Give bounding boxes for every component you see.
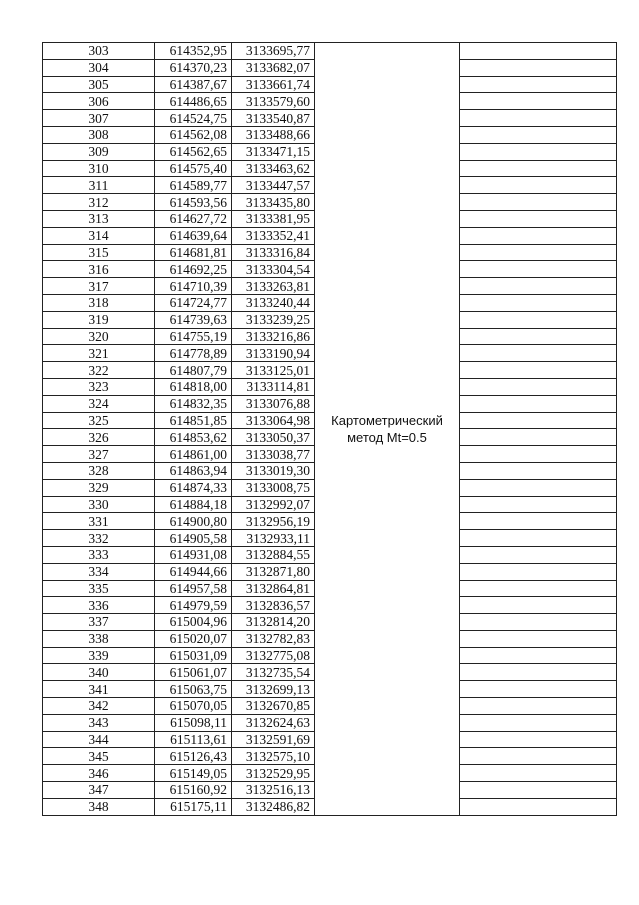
y-coordinate-cell: 3133190,94 <box>232 345 315 362</box>
x-coordinate-cell: 614818,00 <box>155 378 232 395</box>
y-coordinate-cell: 3133316,84 <box>232 244 315 261</box>
y-coordinate-cell: 3132624,63 <box>232 714 315 731</box>
point-number-cell: 331 <box>43 513 155 530</box>
point-number-cell: 321 <box>43 345 155 362</box>
point-number-cell: 310 <box>43 160 155 177</box>
point-number-cell: 308 <box>43 126 155 143</box>
point-number-cell: 317 <box>43 278 155 295</box>
x-coordinate-cell: 615175,11 <box>155 798 232 815</box>
empty-cell <box>460 731 617 748</box>
empty-cell <box>460 294 617 311</box>
y-coordinate-cell: 3133435,80 <box>232 194 315 211</box>
x-coordinate-cell: 614370,23 <box>155 59 232 76</box>
point-number-cell: 338 <box>43 630 155 647</box>
x-coordinate-cell: 614593,56 <box>155 194 232 211</box>
point-number-cell: 313 <box>43 210 155 227</box>
x-coordinate-cell: 614853,62 <box>155 429 232 446</box>
point-number-cell: 348 <box>43 798 155 815</box>
y-coordinate-cell: 3133240,44 <box>232 294 315 311</box>
empty-cell <box>460 43 617 60</box>
y-coordinate-cell: 3132486,82 <box>232 798 315 815</box>
x-coordinate-cell: 614778,89 <box>155 345 232 362</box>
empty-cell <box>460 261 617 278</box>
x-coordinate-cell: 614562,65 <box>155 143 232 160</box>
empty-cell <box>460 177 617 194</box>
method-note-cell: Картометрический метод Mt=0.5 <box>315 43 460 816</box>
y-coordinate-cell: 3132775,08 <box>232 647 315 664</box>
empty-cell <box>460 765 617 782</box>
point-number-cell: 315 <box>43 244 155 261</box>
x-coordinate-cell: 614931,08 <box>155 546 232 563</box>
point-number-cell: 344 <box>43 731 155 748</box>
point-number-cell: 312 <box>43 194 155 211</box>
y-coordinate-cell: 3133304,54 <box>232 261 315 278</box>
point-number-cell: 319 <box>43 311 155 328</box>
empty-cell <box>460 210 617 227</box>
point-number-cell: 327 <box>43 446 155 463</box>
point-number-cell: 342 <box>43 698 155 715</box>
x-coordinate-cell: 614807,79 <box>155 362 232 379</box>
point-number-cell: 341 <box>43 681 155 698</box>
y-coordinate-cell: 3133076,88 <box>232 395 315 412</box>
empty-cell <box>460 714 617 731</box>
y-coordinate-cell: 3133038,77 <box>232 446 315 463</box>
y-coordinate-cell: 3133019,30 <box>232 462 315 479</box>
point-number-cell: 316 <box>43 261 155 278</box>
point-number-cell: 332 <box>43 530 155 547</box>
y-coordinate-cell: 3133008,75 <box>232 479 315 496</box>
empty-cell <box>460 328 617 345</box>
y-coordinate-cell: 3133695,77 <box>232 43 315 60</box>
empty-cell <box>460 580 617 597</box>
x-coordinate-cell: 614900,80 <box>155 513 232 530</box>
point-number-cell: 337 <box>43 614 155 631</box>
x-coordinate-cell: 614874,33 <box>155 479 232 496</box>
y-coordinate-cell: 3133447,57 <box>232 177 315 194</box>
empty-cell <box>460 597 617 614</box>
empty-cell <box>460 664 617 681</box>
y-coordinate-cell: 3133114,81 <box>232 378 315 395</box>
y-coordinate-cell: 3133488,66 <box>232 126 315 143</box>
point-number-cell: 307 <box>43 110 155 127</box>
y-coordinate-cell: 3133216,86 <box>232 328 315 345</box>
x-coordinate-cell: 614755,19 <box>155 328 232 345</box>
point-number-cell: 334 <box>43 563 155 580</box>
y-coordinate-cell: 3132670,85 <box>232 698 315 715</box>
y-coordinate-cell: 3132516,13 <box>232 782 315 799</box>
y-coordinate-cell: 3133463,62 <box>232 160 315 177</box>
empty-cell <box>460 782 617 799</box>
empty-cell <box>460 630 617 647</box>
empty-cell <box>460 530 617 547</box>
x-coordinate-cell: 614589,77 <box>155 177 232 194</box>
empty-cell <box>460 378 617 395</box>
x-coordinate-cell: 614979,59 <box>155 597 232 614</box>
empty-cell <box>460 59 617 76</box>
y-coordinate-cell: 3133125,01 <box>232 362 315 379</box>
point-number-cell: 320 <box>43 328 155 345</box>
x-coordinate-cell: 614486,65 <box>155 93 232 110</box>
y-coordinate-cell: 3133050,37 <box>232 429 315 446</box>
y-coordinate-cell: 3132575,10 <box>232 748 315 765</box>
y-coordinate-cell: 3133064,98 <box>232 412 315 429</box>
empty-cell <box>460 513 617 530</box>
point-number-cell: 325 <box>43 412 155 429</box>
x-coordinate-cell: 614739,63 <box>155 311 232 328</box>
point-number-cell: 328 <box>43 462 155 479</box>
empty-cell <box>460 93 617 110</box>
point-number-cell: 306 <box>43 93 155 110</box>
empty-cell <box>460 126 617 143</box>
x-coordinate-cell: 614724,77 <box>155 294 232 311</box>
empty-cell <box>460 160 617 177</box>
coordinates-table-body <box>43 43 617 816</box>
x-coordinate-cell: 615098,11 <box>155 714 232 731</box>
empty-cell <box>460 244 617 261</box>
x-coordinate-cell: 614692,25 <box>155 261 232 278</box>
empty-cell <box>460 194 617 211</box>
empty-cell <box>460 110 617 127</box>
empty-cell <box>460 546 617 563</box>
y-coordinate-cell: 3132992,07 <box>232 496 315 513</box>
y-coordinate-cell: 3133352,41 <box>232 227 315 244</box>
y-coordinate-cell: 3133661,74 <box>232 76 315 93</box>
x-coordinate-cell: 615061,07 <box>155 664 232 681</box>
y-coordinate-cell: 3132864,81 <box>232 580 315 597</box>
empty-cell <box>460 748 617 765</box>
empty-cell <box>460 412 617 429</box>
x-coordinate-cell: 615031,09 <box>155 647 232 664</box>
point-number-cell: 318 <box>43 294 155 311</box>
y-coordinate-cell: 3133263,81 <box>232 278 315 295</box>
table-row <box>43 43 617 60</box>
point-number-cell: 345 <box>43 748 155 765</box>
point-number-cell: 305 <box>43 76 155 93</box>
x-coordinate-cell: 614575,40 <box>155 160 232 177</box>
empty-cell <box>460 311 617 328</box>
x-coordinate-cell: 614627,72 <box>155 210 232 227</box>
y-coordinate-cell: 3132529,95 <box>232 765 315 782</box>
empty-cell <box>460 143 617 160</box>
x-coordinate-cell: 614944,66 <box>155 563 232 580</box>
point-number-cell: 326 <box>43 429 155 446</box>
x-coordinate-cell: 614387,67 <box>155 76 232 93</box>
empty-cell <box>460 227 617 244</box>
x-coordinate-cell: 615149,05 <box>155 765 232 782</box>
point-number-cell: 309 <box>43 143 155 160</box>
point-number-cell: 303 <box>43 43 155 60</box>
empty-cell <box>460 278 617 295</box>
x-coordinate-cell: 615063,75 <box>155 681 232 698</box>
y-coordinate-cell: 3132814,20 <box>232 614 315 631</box>
empty-cell <box>460 681 617 698</box>
y-coordinate-cell: 3132699,13 <box>232 681 315 698</box>
y-coordinate-cell: 3133239,25 <box>232 311 315 328</box>
x-coordinate-cell: 614861,00 <box>155 446 232 463</box>
y-coordinate-cell: 3132735,54 <box>232 664 315 681</box>
y-coordinate-cell: 3133471,15 <box>232 143 315 160</box>
x-coordinate-cell: 615020,07 <box>155 630 232 647</box>
point-number-cell: 343 <box>43 714 155 731</box>
point-number-cell: 346 <box>43 765 155 782</box>
empty-cell <box>460 446 617 463</box>
empty-cell <box>460 395 617 412</box>
empty-cell <box>460 647 617 664</box>
y-coordinate-cell: 3132933,11 <box>232 530 315 547</box>
x-coordinate-cell: 615070,05 <box>155 698 232 715</box>
point-number-cell: 322 <box>43 362 155 379</box>
x-coordinate-cell: 614352,95 <box>155 43 232 60</box>
x-coordinate-cell: 614639,64 <box>155 227 232 244</box>
coordinates-table <box>42 42 617 816</box>
y-coordinate-cell: 3133540,87 <box>232 110 315 127</box>
y-coordinate-cell: 3132782,83 <box>232 630 315 647</box>
x-coordinate-cell: 614562,08 <box>155 126 232 143</box>
empty-cell <box>460 345 617 362</box>
x-coordinate-cell: 614863,94 <box>155 462 232 479</box>
point-number-cell: 330 <box>43 496 155 513</box>
point-number-cell: 323 <box>43 378 155 395</box>
x-coordinate-cell: 614681,81 <box>155 244 232 261</box>
empty-cell <box>460 362 617 379</box>
empty-cell <box>460 798 617 815</box>
x-coordinate-cell: 614832,35 <box>155 395 232 412</box>
y-coordinate-cell: 3132836,57 <box>232 597 315 614</box>
x-coordinate-cell: 614957,58 <box>155 580 232 597</box>
point-number-cell: 311 <box>43 177 155 194</box>
point-number-cell: 314 <box>43 227 155 244</box>
empty-cell <box>460 563 617 580</box>
y-coordinate-cell: 3133381,95 <box>232 210 315 227</box>
point-number-cell: 347 <box>43 782 155 799</box>
empty-cell <box>460 76 617 93</box>
empty-cell <box>460 462 617 479</box>
point-number-cell: 333 <box>43 546 155 563</box>
point-number-cell: 340 <box>43 664 155 681</box>
x-coordinate-cell: 614905,58 <box>155 530 232 547</box>
y-coordinate-cell: 3132884,55 <box>232 546 315 563</box>
y-coordinate-cell: 3132956,19 <box>232 513 315 530</box>
y-coordinate-cell: 3132591,69 <box>232 731 315 748</box>
empty-cell <box>460 496 617 513</box>
x-coordinate-cell: 614710,39 <box>155 278 232 295</box>
point-number-cell: 324 <box>43 395 155 412</box>
empty-cell <box>460 479 617 496</box>
y-coordinate-cell: 3132871,80 <box>232 563 315 580</box>
x-coordinate-cell: 615126,43 <box>155 748 232 765</box>
point-number-cell: 335 <box>43 580 155 597</box>
x-coordinate-cell: 615004,96 <box>155 614 232 631</box>
empty-cell <box>460 698 617 715</box>
x-coordinate-cell: 614851,85 <box>155 412 232 429</box>
empty-cell <box>460 614 617 631</box>
point-number-cell: 304 <box>43 59 155 76</box>
y-coordinate-cell: 3133579,60 <box>232 93 315 110</box>
x-coordinate-cell: 615113,61 <box>155 731 232 748</box>
x-coordinate-cell: 614884,18 <box>155 496 232 513</box>
x-coordinate-cell: 614524,75 <box>155 110 232 127</box>
point-number-cell: 336 <box>43 597 155 614</box>
y-coordinate-cell: 3133682,07 <box>232 59 315 76</box>
x-coordinate-cell: 615160,92 <box>155 782 232 799</box>
point-number-cell: 339 <box>43 647 155 664</box>
point-number-cell: 329 <box>43 479 155 496</box>
empty-cell <box>460 429 617 446</box>
